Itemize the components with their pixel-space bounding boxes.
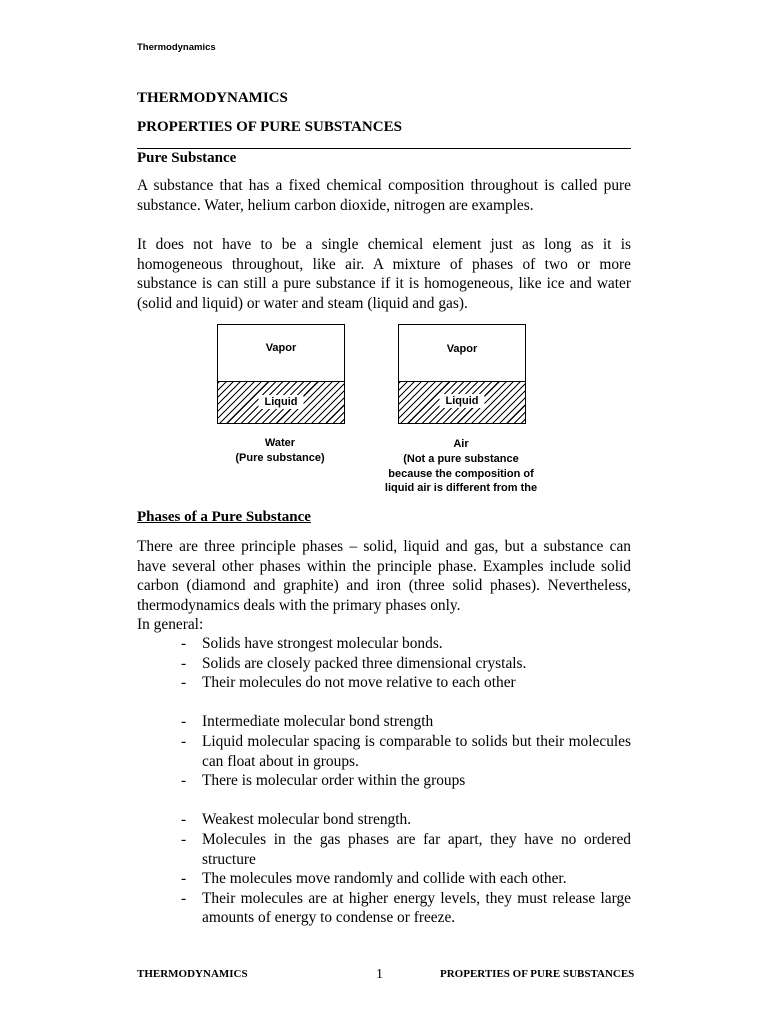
list-item-text: Solids are closely packed three dimensional crystals.	[202, 654, 527, 672]
figure-water-container	[217, 324, 345, 424]
list-item	[181, 634, 631, 654]
paragraph-homogeneous: It does not have to be a single chemical element just as long as it is homogeneous throughout, like air. A mixture of phases of two or more substance is can still a pure substance if it is homogeneous, like ice and water (solid and liquid) or water and steam (liquid and gas).	[137, 236, 631, 312]
list-item	[181, 869, 631, 889]
running-header: Thermodynamics	[137, 42, 216, 53]
list-item-text: Their molecules are at higher energy levels, they must release large amounts of energy to condense or freeze.	[202, 889, 631, 927]
list-item-text: Weakest molecular bond strength.	[202, 811, 412, 829]
list-item	[181, 830, 631, 869]
list-spacer	[181, 693, 631, 713]
list-dash: -	[181, 654, 187, 672]
list-item	[181, 654, 631, 674]
title-divider	[137, 148, 631, 149]
list-dash: -	[181, 732, 187, 750]
figure-air-container	[398, 324, 526, 424]
list-dash: -	[181, 713, 187, 731]
list-dash: -	[181, 674, 187, 692]
footer-left-title: THERMODYNAMICS	[137, 968, 248, 980]
list-item-text: Their molecules do not move relative to each other	[202, 674, 516, 692]
list-item	[181, 712, 631, 732]
page-number: 1	[376, 967, 383, 982]
footer-right-title: PROPERTIES OF PURE SUBSTANCES	[440, 968, 635, 980]
list-dash: -	[181, 772, 187, 790]
liquid-label: Liquid	[440, 394, 485, 408]
list-item-text: There is molecular order within the groups	[202, 772, 466, 790]
list-item-text: Intermediate molecular bond strength	[202, 713, 434, 731]
list-item-text: The molecules move randomly and collide with each other.	[202, 870, 567, 888]
list-item	[181, 732, 631, 771]
list-item	[181, 673, 631, 693]
figure-air-caption	[358, 437, 564, 493]
phase-properties-list	[181, 634, 631, 928]
section-heading-phases: Phases of a Pure Substance	[137, 509, 311, 525]
liquid-hatch-region	[399, 381, 525, 423]
paragraph-definition: A substance that has a fixed chemical composition throughout is called pure substance. Water, helium carbon dioxide, nitrogen are examples.	[137, 177, 631, 214]
section-heading-pure-substance: Pure Substance	[137, 150, 237, 166]
caption-line: Air	[453, 438, 469, 450]
liquid-label: Liquid	[259, 395, 304, 409]
list-item-text: Solids have strongest molecular bonds.	[202, 635, 443, 652]
list-item	[181, 810, 631, 830]
caption-line: liquid air is different from the	[384, 482, 538, 493]
list-dash: -	[181, 889, 187, 907]
vapor-label: Vapor	[265, 342, 297, 354]
document-title: THERMODYNAMICS	[137, 90, 288, 106]
list-dash: -	[181, 870, 187, 888]
caption-line: because the composition of	[388, 467, 534, 480]
in-general-label: In general:	[137, 616, 204, 633]
list-item-text: Molecules in the gas phases are far apart, they have no ordered structure	[202, 830, 631, 868]
list-item	[181, 889, 631, 928]
list-spacer	[181, 791, 631, 811]
caption-line: Water	[264, 437, 296, 449]
caption-line: (Pure substance)	[235, 451, 325, 464]
list-item-text: Liquid molecular spacing is comparable to solids but their molecules can float about in groups.	[202, 732, 631, 770]
document-subtitle: PROPERTIES OF PURE SUBSTANCES	[137, 119, 402, 135]
list-dash: -	[181, 830, 187, 848]
paragraph-phases: There are three principle phases – solid, liquid and gas, but a substance can have several other phases within the principle phase. Examples include solid carbon (diamond and graphite) and iron (three solid phases). Nevertheless, thermodynamics deals with the primary phases only.	[137, 538, 631, 614]
caption-line: (Not a pure substance	[403, 452, 519, 465]
figure-water-caption	[187, 436, 373, 466]
list-item	[181, 771, 631, 791]
liquid-hatch-region	[218, 381, 344, 423]
vapor-label: Vapor	[446, 343, 478, 355]
list-dash: -	[181, 635, 187, 652]
list-dash: -	[181, 811, 187, 829]
